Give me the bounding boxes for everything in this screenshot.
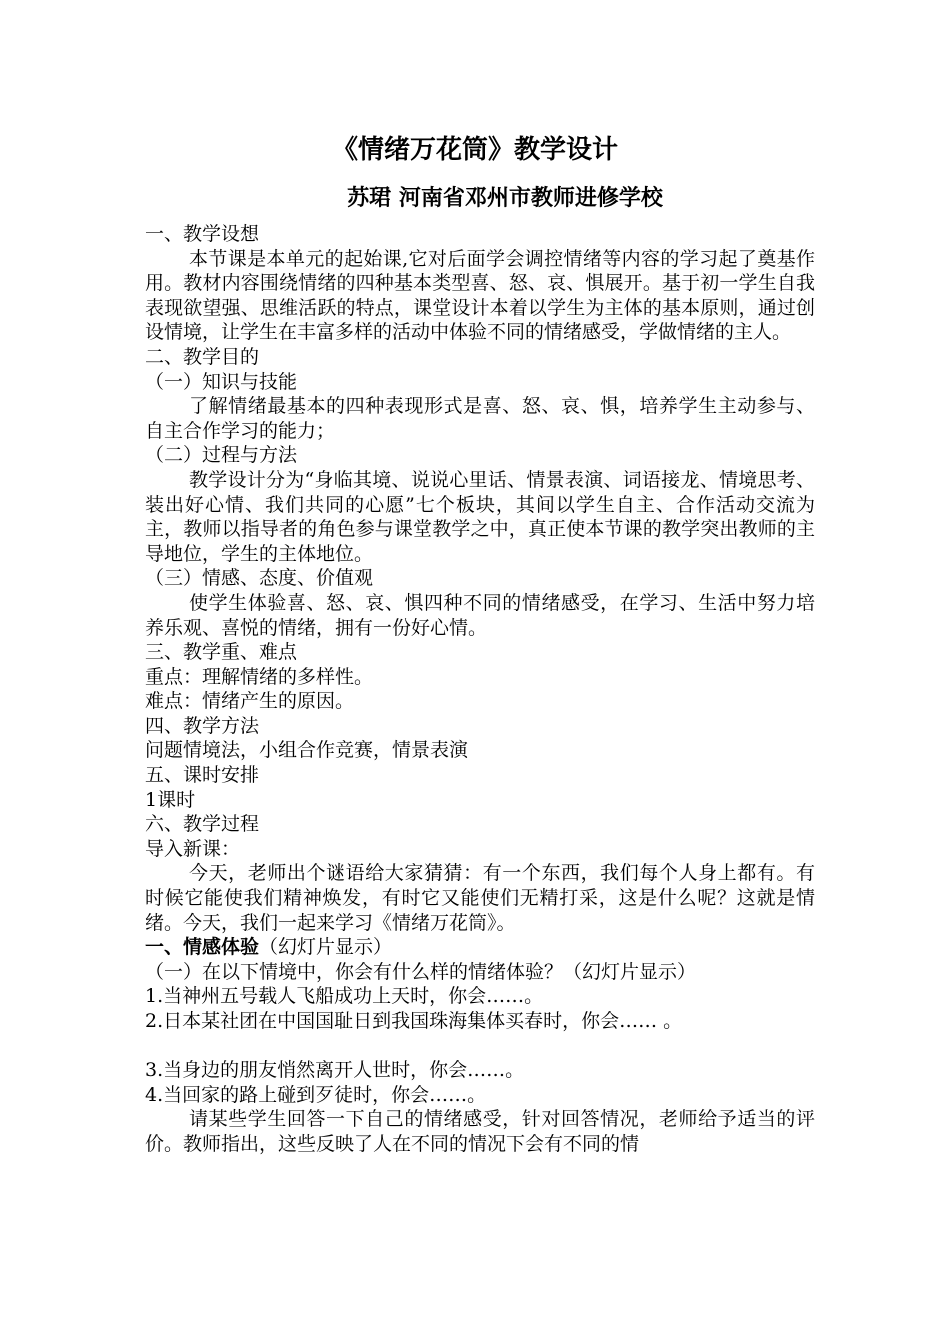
paragraph-intro: 今天，老师出个谜语给大家猜猜：有一个东西，我们每个人身上都有。有时候它能使我们精神焕发，有时它又能使们无精打采，这是什么呢？这就是情绪。今天，我们一起来学习《情绪万花筒》。 [145, 862, 815, 934]
section-heading-3: 三、教学重、难点 [145, 641, 298, 664]
class-hours: 1课时 [145, 788, 196, 811]
author-line: 苏珺 河南省邓州市教师进修学校 [347, 185, 663, 211]
difficult-point: 难点：情绪产生的原因。 [145, 690, 355, 713]
teaching-methods: 问题情境法，小组合作竞赛，情景表演 [145, 739, 469, 762]
paragraph-teaching-idea: 本节课是本单元的起始课,它对后面学会调控情绪等内容的学习起了奠基作用。教材内容围绕情绪的四种基本类型喜、怒、哀、惧展开。基于初一学生自我表现欲望强、思维活跃的特点，课堂设计本着以学生为主体的基本原则，通过创设情境，让学生在丰富多样的活动中体验不同的情绪感受，学做情绪的主人。 [145, 247, 815, 344]
section-heading-2: 二、教学目的 [145, 345, 260, 368]
part1-heading [145, 935, 815, 960]
part1-heading-note: （幻灯片显示） [259, 936, 393, 959]
subheading-process-method: （二）过程与方法 [145, 444, 298, 467]
list-item-2: 2.日本某社团在中国国耻日到我国珠海集体买春时，你会…… 。 [145, 1010, 683, 1032]
paragraph-emotion-values: 使学生体验喜、怒、哀、惧四种不同的情绪感受，在学习、生活中努力培养乐观、喜悦的情绪，拥有一份好心情。 [145, 591, 815, 639]
blank-line [145, 1034, 815, 1059]
part1-question: （一）在以下情境中，你会有什么样的情绪体验？（幻灯片显示） [145, 960, 697, 983]
part1-heading-bold: 一、情感体验 [145, 936, 260, 959]
list-item-4: 4.当回家的路上碰到歹徒时，你会……。 [145, 1083, 487, 1106]
subheading-emotion-values: （三）情感、态度、价值观 [145, 567, 374, 590]
section-heading-1: 一、教学设想 [145, 223, 260, 245]
document-title: 《情绪万花筒》教学设计 [331, 135, 618, 165]
section-heading-6: 六、教学过程 [145, 813, 260, 836]
intro-label: 导入新课： [145, 837, 241, 860]
key-point: 重点：理解情绪的多样性。 [145, 665, 374, 688]
document-body [145, 222, 815, 1157]
list-item-3: 3.当身边的朋友悄然离开人世时，你会……。 [145, 1059, 525, 1082]
subheading-knowledge-skills: （一）知识与技能 [145, 370, 298, 393]
section-heading-4: 四、教学方法 [145, 714, 260, 737]
list-item-1: 1.当神州五号载人飞船成功上天时，你会……。 [145, 985, 544, 1008]
paragraph-closing: 请某些学生回答一下自己的情绪感受，针对回答情况，老师给予适当的评价。教师指出，这些反映了人在不同的情况下会有不同的情 [145, 1108, 815, 1155]
section-heading-5: 五、课时安排 [145, 764, 260, 787]
paragraph-process-method: 教学设计分为“身临其境、说说心里话、情景表演、词语接龙、情境思考、装出好心情、我们共同的心愿”七个板块，其间以学生自主、合作活动交流为主，教师以指导者的角色参与课堂教学之中，真正使本节课的教学突出教师的主导地位，学生的主体地位。 [145, 468, 815, 565]
paragraph-knowledge-skills: 了解情绪最基本的四种表现形式是喜、怒、哀、惧，培养学生主动参与、自主合作学习的能力； [145, 395, 815, 442]
